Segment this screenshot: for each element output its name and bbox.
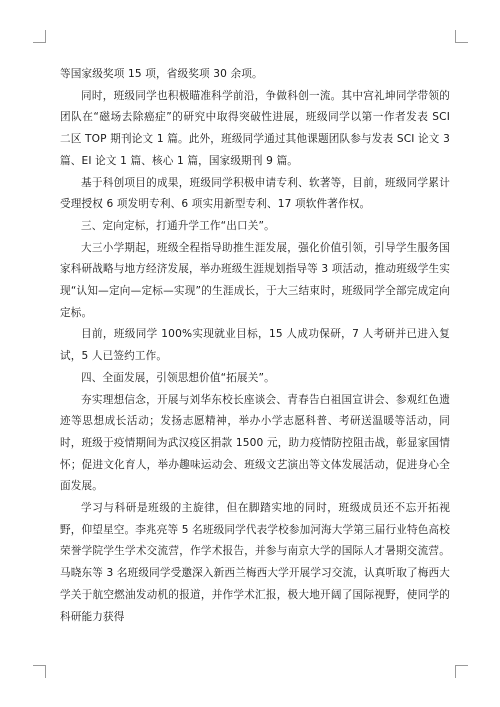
section-heading-4: 四、全面发展，引领思想价值“拓展关”。 bbox=[81, 371, 275, 384]
section-heading-3: 三、定向定标，打通升学工作“出口关”。 bbox=[81, 219, 275, 232]
paragraph-8: 夯实理想信念，开展与刘华东校长座谈会、青春告白祖国宣讲会、参观红色遗迹等思想成长活动；发扬志愿精神，举办小学志愿科普、考研送温暖等活动，同时，班级于疫情期间为武汉疫区捐款 1500 元，助力疫情防控阻击战，彰显家国情怀；促进文化育人，举办趣味运动会、班级文艺演出等文体发展活动，促进身心全面发展。 bbox=[60, 393, 450, 493]
crop-mark-top-left bbox=[33, 30, 46, 43]
paragraph-1: 等国家级奖项 15 项，省级奖项 30 余项。 bbox=[60, 68, 263, 80]
crop-mark-bottom-right bbox=[455, 665, 468, 678]
paragraph-9: 学习与科研是班级的主旋律，但在脚踏实地的同时，班级成员还不忘开拓视野，仰望星空。李兆亮等 5 名班级同学代表学校参加河海大学第三届行业特色高校荣誉学院学生学术交流营，作学术报告，并参与南京大学的国际人才暑期交流营。马晓东等 3 名班级同学受邀深入新西兰梅西大学开展学习交流，认真听取了梅西大学关于航空燃油发动机的报道，并作学术汇报，极大地开阔了国际视野，使同学的科研能力获得 bbox=[60, 502, 450, 623]
paragraph-3: 基于科创项目的成果，班级同学积极申请专利、软著等，目前，班级同学累计受理授权 6 项发明专利、6 项实用新型专利、17 项软件著作权。 bbox=[60, 176, 450, 211]
crop-mark-top-right bbox=[455, 30, 468, 43]
paragraph-2: 同时，班级同学也积极瞄准科学前沿，争做科创一流。其中宫礼坤同学带领的团队在“磁场去除癌症”的研究中取得突破性进展，班级同学以第一作者发表 SCI 二区 TOP 期刊论文 1 篇。此外，班级同学通过其他课题团队参与发表 SCI 论文 3 篇、EI 论文 1 篇、核心 1 篇，国家级期刊 9 篇。 bbox=[60, 89, 450, 167]
paragraph-5: 大三小学期起，班级全程指导助推生涯发展，强化价值引领，引导学生服务国家科研战略与地方经济发展，举办班级生涯规划指导等 3 项活动，推动班级学生实现“认知—定向—定标—实现”的生涯成长，于大三结束时，班级同学全部完成定向定标。 bbox=[60, 241, 450, 319]
document-body bbox=[60, 64, 450, 628]
crop-mark-bottom-left bbox=[33, 665, 46, 678]
paragraph-6: 目前，班级同学 100%实现就业目标，15 人成功保研，7 人考研并已进入复试，5 人已签约工作。 bbox=[60, 328, 450, 363]
